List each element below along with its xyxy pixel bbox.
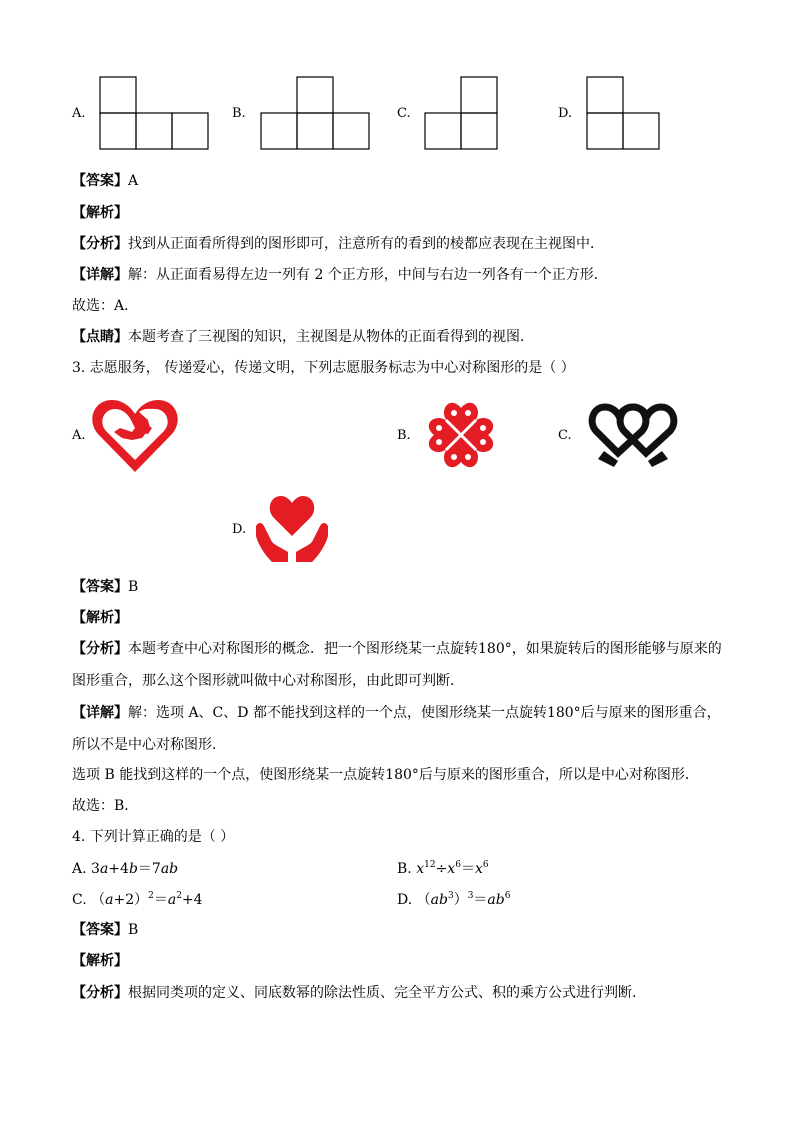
- dianjing-tag: 【点睛】: [72, 329, 128, 345]
- q2-analysis-heading: 【解析】: [72, 205, 128, 221]
- q3-answer: [72, 578, 138, 596]
- q3-conclusion: 故选：B．: [72, 798, 139, 814]
- expr-exponent: 6: [482, 860, 489, 870]
- q2-option-d-figure: [586, 76, 662, 150]
- q2-option-c-label: C.: [397, 106, 411, 121]
- dianjing-text: 本题考查了三视图的知识，主视图是从物体的正面看得到的视图．: [128, 329, 534, 345]
- q2-conclusion: 故选：A．: [72, 298, 139, 314]
- q3-fenxi-line2: 图形重合，那么这个图形就叫做中心对称图形，由此即可判断．: [72, 673, 464, 689]
- expr-var: x: [416, 861, 425, 877]
- q4-fenxi: [72, 984, 636, 1002]
- expr-part: ＝7: [137, 861, 161, 877]
- q4-stem: 4. 下列计算正确的是（ ）: [72, 829, 235, 845]
- expr-exponent: 6: [504, 891, 511, 901]
- q4-answer: [72, 921, 138, 939]
- fenxi-tag: 【分析】: [72, 641, 128, 657]
- expr-var: b: [128, 861, 138, 877]
- q3-option-d-heart-in-hands-logo: [254, 492, 330, 564]
- q2-option-a-label: A.: [72, 106, 86, 121]
- q3-fenxi-line1: [72, 640, 722, 658]
- expr-part: +4: [181, 892, 203, 908]
- expr-part: ）: [453, 892, 468, 908]
- q4-option-a: [72, 860, 178, 878]
- expr-part: 3: [91, 861, 100, 877]
- expr-part: ÷: [435, 861, 448, 877]
- q2-fenxi: [72, 235, 604, 253]
- xiangjie-text: 解：从正面看易得左边一列有 2 个正方形，中间与右边一列各有一个正方形．: [128, 267, 608, 283]
- q3-analysis-heading: 【解析】: [72, 610, 128, 626]
- q3-option-a-label: A.: [72, 428, 86, 443]
- q2-option-c-figure: [424, 76, 500, 150]
- q4-option-d: [397, 891, 510, 909]
- expr-exponent: 6: [455, 860, 461, 870]
- xiangjie-text: 解：选项 A、C、D 都不能找到这样的一个点，使图形绕某一点旋转180°后与原来的图形重合，: [128, 705, 721, 721]
- q2-option-b-figure: [260, 76, 372, 150]
- expr-var: x: [474, 861, 483, 877]
- option-letter: B.: [397, 861, 417, 877]
- expr-exponent: 12: [424, 860, 436, 870]
- answer-tag: 【答案】: [72, 922, 128, 938]
- q3-line3: 选项 B 能找到这样的一个点，使图形绕某一点旋转180°后与原来的图形重合，所以是中心对称图形．: [72, 767, 699, 783]
- fenxi-text: 根据同类项的定义、同底数幂的除法性质、完全平方公式、积的乘方公式进行判断.: [128, 985, 637, 1001]
- option-letter: A.: [72, 861, 92, 877]
- expr-var: ab: [160, 861, 179, 877]
- answer-tag: 【答案】: [72, 173, 128, 189]
- option-letter: D. （: [397, 892, 431, 908]
- fenxi-tag: 【分析】: [72, 236, 128, 252]
- fenxi-text: 找到从正面看所得到的图形即可，注意所有的看到的棱都应表现在主视图中．: [128, 236, 604, 252]
- expr-part: +2）: [113, 892, 149, 908]
- expr-var: ab: [430, 892, 448, 908]
- expr-exponent: 3: [467, 891, 474, 901]
- q2-dianjing: [72, 328, 534, 346]
- option-letter: C. （: [72, 892, 106, 908]
- q3-option-c-ribbon-hearts-logo: [588, 403, 678, 467]
- expr-part: ＝: [153, 892, 168, 908]
- xiangjie-tag: 【详解】: [72, 267, 128, 283]
- answer-value: B: [128, 579, 139, 595]
- q4-option-b: [397, 860, 489, 878]
- expr-var: x: [447, 861, 456, 877]
- expr-exponent: 2: [176, 891, 182, 901]
- q2-xiangjie: [72, 266, 608, 284]
- expr-var: a: [99, 861, 109, 877]
- expr-part: +4: [108, 861, 129, 877]
- q3-option-b-label: B.: [397, 428, 411, 443]
- q4-option-c: [72, 891, 203, 909]
- expr-part: ＝: [460, 861, 475, 877]
- q2-option-b-label: B.: [232, 106, 246, 121]
- q4-analysis-heading: 【解析】: [72, 953, 128, 969]
- q3-option-d-label: D.: [232, 522, 247, 537]
- answer-value: A: [128, 173, 139, 189]
- q3-option-a-heart-hand-logo: [92, 398, 178, 474]
- expr-exponent: 2: [148, 891, 154, 901]
- expr-exponent: 3: [447, 891, 454, 901]
- expr-part: ＝: [473, 892, 488, 908]
- expr-var: a: [105, 892, 114, 908]
- q3-option-c-label: C.: [558, 428, 572, 443]
- q3-option-b-four-hearts-logo: [418, 395, 504, 475]
- expr-var: ab: [487, 892, 505, 908]
- q2-option-d-label: D.: [558, 106, 573, 121]
- xiangjie-tag: 【详解】: [72, 705, 128, 721]
- expr-var: a: [167, 892, 177, 908]
- fenxi-text: 本题考查中心对称图形的概念．把一个图形绕某一点旋转180°，如果旋转后的图形能够与原来的: [128, 641, 722, 657]
- q3-xiangjie-line1: [72, 704, 721, 722]
- fenxi-tag: 【分析】: [72, 985, 128, 1001]
- q2-option-a-figure: [99, 76, 211, 150]
- answer-value: B: [128, 922, 139, 938]
- q3-xiangjie-line2: 所以不是中心对称图形．: [72, 737, 226, 753]
- q3-stem: 3. 志愿服务， 传递爱心，传递文明，下列志愿服务标志为中心对称图形的是（ ）: [72, 360, 575, 376]
- q2-answer: [72, 172, 138, 190]
- answer-tag: 【答案】: [72, 579, 128, 595]
